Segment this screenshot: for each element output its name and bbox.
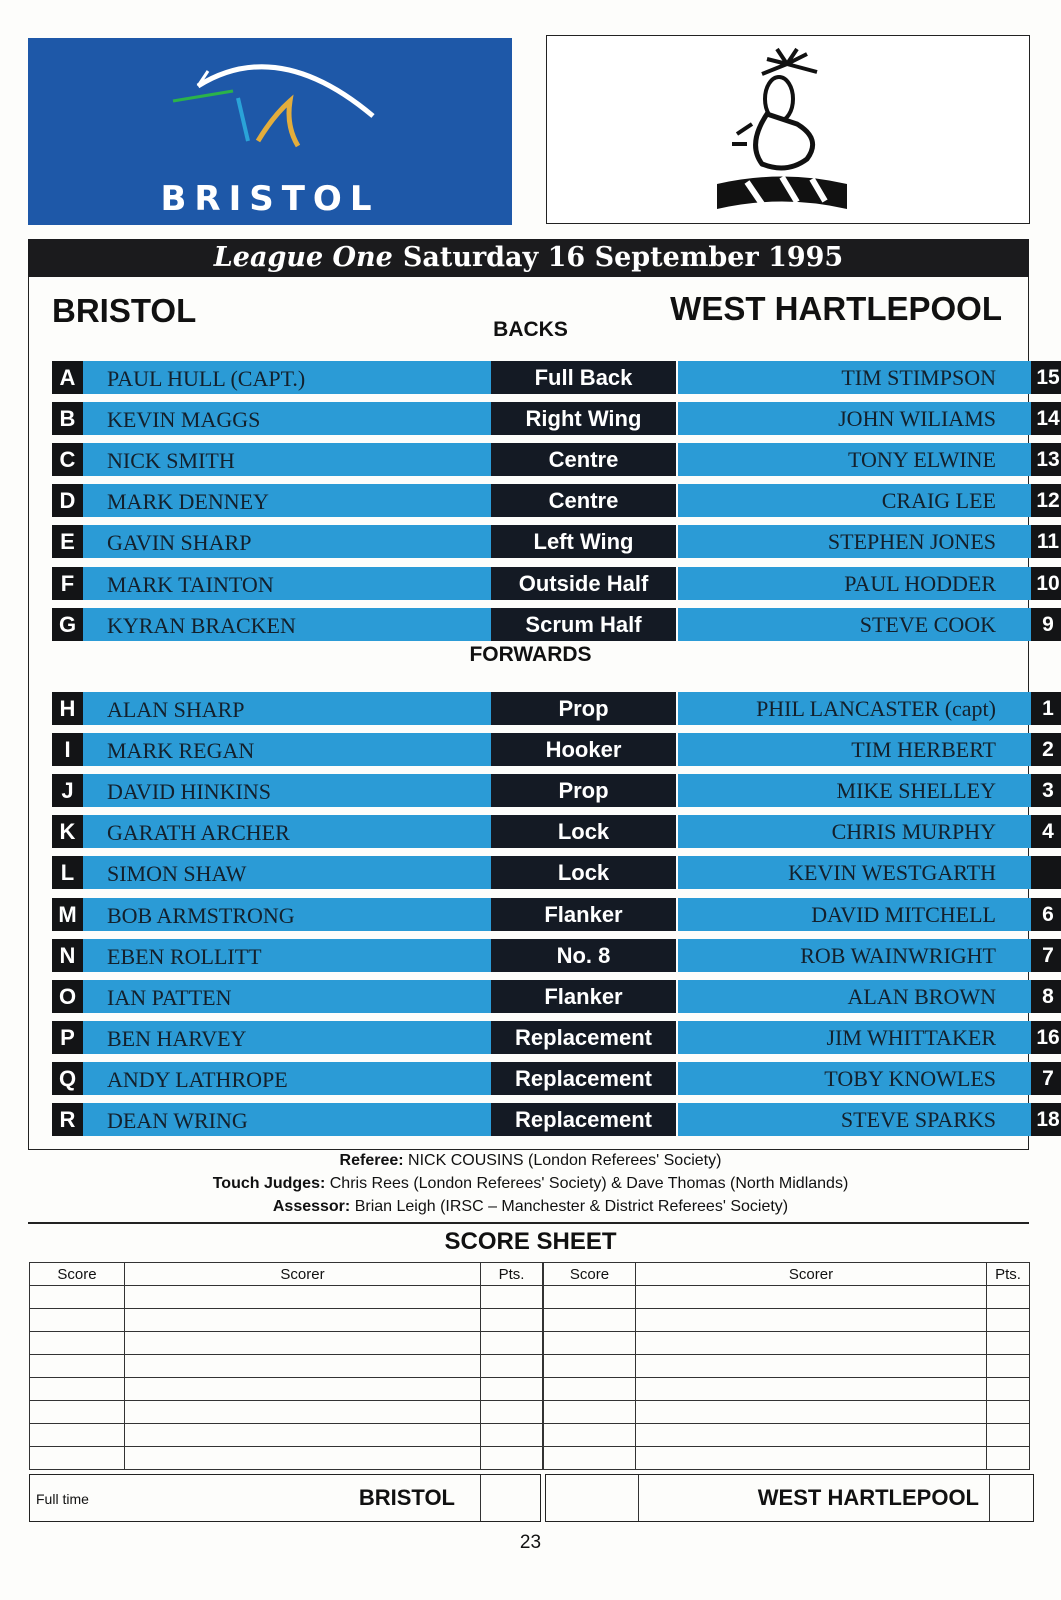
- score-cell[interactable]: [30, 1378, 125, 1401]
- score-cell[interactable]: [125, 1378, 481, 1401]
- score-cell[interactable]: [636, 1378, 987, 1401]
- score-cell[interactable]: [544, 1447, 636, 1470]
- position-label: Hooker: [491, 733, 676, 766]
- position-label: No. 8: [491, 939, 676, 972]
- score-cell[interactable]: [544, 1332, 636, 1355]
- away-player-number: 8: [1031, 980, 1061, 1013]
- home-player-name: IAN PATTEN: [83, 980, 491, 1013]
- home-player-name: ANDY LATHROPE: [83, 1062, 491, 1095]
- home-player-name: MARK DENNEY: [83, 484, 491, 517]
- away-player-name: TONY ELWINE: [678, 443, 1031, 476]
- score-cell[interactable]: [481, 1401, 543, 1424]
- score-cell[interactable]: [30, 1355, 125, 1378]
- away-player-name: TOBY KNOWLES: [678, 1062, 1031, 1095]
- score-cell[interactable]: [30, 1447, 125, 1470]
- position-label: Replacement: [491, 1062, 676, 1095]
- player-row: [52, 567, 1060, 600]
- score-cell[interactable]: [481, 1355, 543, 1378]
- player-row: [52, 608, 1054, 641]
- away-player-number: 15: [1031, 361, 1061, 394]
- position-label: Prop: [491, 692, 676, 725]
- home-letter: O: [52, 980, 83, 1013]
- score-cell[interactable]: [125, 1447, 481, 1470]
- home-player-name: GAVIN SHARP: [83, 525, 491, 558]
- away-player-name: PHIL LANCASTER (capt): [678, 692, 1031, 725]
- full-time-away-team: WEST HARTLEPOOL: [757, 1485, 979, 1510]
- score-cell[interactable]: [544, 1286, 636, 1309]
- score-cell[interactable]: [987, 1355, 1030, 1378]
- score-cell[interactable]: [125, 1401, 481, 1424]
- bristol-logo: [28, 38, 512, 225]
- home-letter: F: [52, 567, 83, 600]
- score-cell[interactable]: [481, 1424, 543, 1447]
- home-letter: D: [52, 484, 83, 517]
- away-player-number: 12: [1031, 484, 1061, 517]
- player-row: [52, 815, 1054, 848]
- score-row: [544, 1355, 1030, 1378]
- away-player-name: ALAN BROWN: [678, 980, 1031, 1013]
- score-row: [30, 1401, 543, 1424]
- position-label: Replacement: [491, 1103, 676, 1136]
- away-player-number: 13: [1031, 443, 1061, 476]
- score-row: [30, 1378, 543, 1401]
- away-player-number: 6: [1031, 898, 1061, 931]
- score-cell[interactable]: [636, 1309, 987, 1332]
- player-row: [52, 980, 1054, 1013]
- away-player-name: TIM STIMPSON: [678, 361, 1031, 394]
- home-letter: C: [52, 443, 83, 476]
- score-cell[interactable]: [544, 1309, 636, 1332]
- away-player-number: 3: [1031, 774, 1061, 807]
- position-label: Centre: [491, 443, 676, 476]
- away-team-name: WEST HARTLEPOOL: [670, 290, 1002, 327]
- away-player-number: 10: [1031, 567, 1061, 600]
- score-cell[interactable]: [30, 1286, 125, 1309]
- away-player-number: [1031, 856, 1061, 889]
- score-row: [544, 1332, 1030, 1355]
- home-letter: L: [52, 856, 83, 889]
- bristol-crest-icon: [148, 46, 388, 186]
- away-player-number: 2: [1031, 733, 1061, 766]
- home-letter: K: [52, 815, 83, 848]
- player-row: [52, 1062, 1054, 1095]
- away-player-name: TIM HERBERT: [678, 733, 1031, 766]
- score-row: [544, 1309, 1030, 1332]
- assessor-value: Brian Leigh (IRSC – Manchester & District Referees' Society): [354, 1198, 789, 1215]
- score-cell[interactable]: [987, 1424, 1030, 1447]
- score-row: [30, 1309, 543, 1332]
- away-player-name: STEVE COOK: [678, 608, 1031, 641]
- home-player-name: KYRAN BRACKEN: [83, 608, 491, 641]
- away-player-name: JOHN WILIAMS: [678, 402, 1031, 435]
- home-full-time-box: [29, 1474, 541, 1522]
- player-row: [52, 856, 1013, 889]
- away-player-number: 7: [1031, 939, 1061, 972]
- page-number: 23: [519, 1532, 542, 1553]
- away-player-name: STEVE SPARKS: [678, 1103, 1031, 1136]
- forwards-heading: FORWARDS: [469, 643, 592, 666]
- player-row: [52, 1021, 1060, 1054]
- position-label: Replacement: [491, 1021, 676, 1054]
- score-cell[interactable]: [636, 1447, 987, 1470]
- home-player-name: GARATH ARCHER: [83, 815, 491, 848]
- score-cell[interactable]: [636, 1355, 987, 1378]
- home-player-name: ALAN SHARP: [83, 692, 491, 725]
- score-row: [544, 1424, 1030, 1447]
- score-cell[interactable]: [125, 1309, 481, 1332]
- away-player-number: 4: [1031, 815, 1061, 848]
- score-cell[interactable]: [481, 1309, 543, 1332]
- referee-value: NICK COUSINS (London Referees' Society): [408, 1152, 722, 1169]
- score-cell[interactable]: [125, 1286, 481, 1309]
- referee-label: Referee:: [339, 1152, 404, 1169]
- home-player-name: MARK REGAN: [83, 733, 491, 766]
- away-player-number: 1: [1031, 692, 1061, 725]
- home-player-name: MARK TAINTON: [83, 567, 491, 600]
- player-row: [52, 939, 1054, 972]
- player-row: [52, 361, 1060, 394]
- position-label: Right Wing: [491, 402, 676, 435]
- home-team-name: BRISTOL: [52, 292, 197, 329]
- score-row: [30, 1332, 543, 1355]
- touch-judges-value: Chris Rees (London Referees' Society) & Dave Thomas (North Midlands): [329, 1175, 849, 1192]
- position-label: Flanker: [491, 898, 676, 931]
- score-row: [544, 1378, 1030, 1401]
- score-cell[interactable]: [481, 1286, 543, 1309]
- score-cell[interactable]: [987, 1401, 1030, 1424]
- position-label: Lock: [491, 815, 676, 848]
- home-letter: J: [52, 774, 83, 807]
- backs-heading: BACKS: [493, 318, 568, 341]
- touch-judges-label: Touch Judges:: [212, 1175, 326, 1192]
- west-hartlepool-logo: [546, 35, 1030, 224]
- player-row: [52, 774, 1054, 807]
- position-label: Prop: [491, 774, 676, 807]
- away-player-name: CRAIG LEE: [678, 484, 1031, 517]
- player-row: [52, 898, 1054, 931]
- home-letter: M: [52, 898, 83, 931]
- home-player-name: PAUL HULL (CAPT.): [83, 361, 491, 394]
- position-label: Full Back: [491, 361, 676, 394]
- stag-crest-icon: [707, 44, 857, 219]
- score-cell[interactable]: [636, 1401, 987, 1424]
- score-row: [30, 1424, 543, 1447]
- score-row: [30, 1286, 543, 1309]
- competition-name: League One: [213, 242, 393, 273]
- position-label: Lock: [491, 856, 676, 889]
- home-letter: A: [52, 361, 83, 394]
- score-cell[interactable]: [30, 1309, 125, 1332]
- score-row: [30, 1355, 543, 1378]
- match-date: Saturday 16 September 1995: [402, 242, 844, 273]
- away-full-time-box: [545, 1474, 1034, 1522]
- away-player-name: ROB WAINWRIGHT: [678, 939, 1031, 972]
- home-letter: N: [52, 939, 83, 972]
- home-letter: R: [52, 1103, 83, 1136]
- match-title-bar: [28, 239, 1029, 277]
- score-col-header: Score: [30, 1263, 125, 1286]
- pts-col-header: Pts.: [987, 1263, 1030, 1286]
- position-label: Scrum Half: [491, 608, 676, 641]
- bristol-wordmark: BRISTOL: [160, 179, 380, 219]
- score-cell[interactable]: [987, 1309, 1030, 1332]
- away-player-number: 16: [1031, 1021, 1061, 1054]
- score-cell[interactable]: [636, 1424, 987, 1447]
- home-player-name: BOB ARMSTRONG: [83, 898, 491, 931]
- score-cell[interactable]: [636, 1332, 987, 1355]
- away-player-name: PAUL HODDER: [678, 567, 1031, 600]
- away-player-number: 14: [1031, 402, 1061, 435]
- score-col-header: Score: [544, 1263, 636, 1286]
- position-label: Centre: [491, 484, 676, 517]
- home-letter: Q: [52, 1062, 83, 1095]
- home-player-name: NICK SMITH: [83, 443, 491, 476]
- score-cell[interactable]: [481, 1378, 543, 1401]
- away-player-number: 7: [1031, 1062, 1061, 1095]
- score-cell[interactable]: [544, 1401, 636, 1424]
- player-row: [52, 1103, 1060, 1136]
- player-row: [52, 733, 1054, 766]
- score-cell[interactable]: [987, 1447, 1030, 1470]
- score-cell[interactable]: [636, 1286, 987, 1309]
- score-cell[interactable]: [987, 1332, 1030, 1355]
- home-letter: E: [52, 525, 83, 558]
- divider: [28, 1222, 1029, 1224]
- score-cell[interactable]: [125, 1424, 481, 1447]
- home-player-name: SIMON SHAW: [83, 856, 491, 889]
- score-cell[interactable]: [30, 1332, 125, 1355]
- home-letter: I: [52, 733, 83, 766]
- home-player-name: KEVIN MAGGS: [83, 402, 491, 435]
- away-player-name: CHRIS MURPHY: [678, 815, 1031, 848]
- home-letter: H: [52, 692, 83, 725]
- away-player-name: MIKE SHELLEY: [678, 774, 1031, 807]
- score-sheet-title: SCORE SHEET: [444, 1228, 617, 1255]
- away-player-number: 9: [1031, 608, 1061, 641]
- away-player-number: 11: [1031, 525, 1061, 558]
- score-cell[interactable]: [544, 1355, 636, 1378]
- scorer-col-header: Scorer: [636, 1263, 987, 1286]
- home-player-name: EBEN ROLLITT: [83, 939, 491, 972]
- position-label: Flanker: [491, 980, 676, 1013]
- scorer-col-header: Scorer: [125, 1263, 481, 1286]
- score-cell[interactable]: [30, 1424, 125, 1447]
- player-row: [52, 443, 1060, 476]
- score-cell[interactable]: [544, 1424, 636, 1447]
- score-cell[interactable]: [987, 1286, 1030, 1309]
- score-row: [544, 1286, 1030, 1309]
- home-letter: B: [52, 402, 83, 435]
- assessor-line: [0, 1198, 1061, 1216]
- score-row: [544, 1401, 1030, 1424]
- referee-line: [0, 1152, 1061, 1170]
- score-cell[interactable]: [481, 1447, 543, 1470]
- away-score-grid: [543, 1262, 1030, 1470]
- assessor-label: Assessor:: [272, 1198, 351, 1215]
- score-cell[interactable]: [987, 1378, 1030, 1401]
- home-player-name: DEAN WRING: [83, 1103, 491, 1136]
- player-row: [52, 692, 1054, 725]
- away-player-number: 18: [1031, 1103, 1061, 1136]
- score-cell[interactable]: [544, 1378, 636, 1401]
- player-row: [52, 525, 1060, 558]
- home-player-name: DAVID HINKINS: [83, 774, 491, 807]
- position-label: Outside Half: [491, 567, 676, 600]
- full-time-home-team: BRISTOL: [358, 1485, 455, 1510]
- score-cell[interactable]: [30, 1401, 125, 1424]
- home-player-name: BEN HARVEY: [83, 1021, 491, 1054]
- score-cell[interactable]: [125, 1355, 481, 1378]
- score-cell[interactable]: [481, 1332, 543, 1355]
- away-player-name: JIM WHITTAKER: [678, 1021, 1031, 1054]
- score-row: [544, 1447, 1030, 1470]
- score-cell[interactable]: [125, 1332, 481, 1355]
- pts-col-header: Pts.: [481, 1263, 543, 1286]
- home-letter: P: [52, 1021, 83, 1054]
- home-letter: G: [52, 608, 83, 641]
- home-score-grid: [29, 1262, 543, 1470]
- away-player-name: KEVIN WESTGARTH: [678, 856, 1031, 889]
- score-row: [30, 1447, 543, 1470]
- player-row: [52, 484, 1060, 517]
- full-time-label: Full time: [36, 1491, 89, 1507]
- away-player-name: DAVID MITCHELL: [678, 898, 1031, 931]
- touch-judges-line: [0, 1175, 1061, 1193]
- player-row: [52, 402, 1060, 435]
- away-player-name: STEPHEN JONES: [678, 525, 1031, 558]
- position-label: Left Wing: [491, 525, 676, 558]
